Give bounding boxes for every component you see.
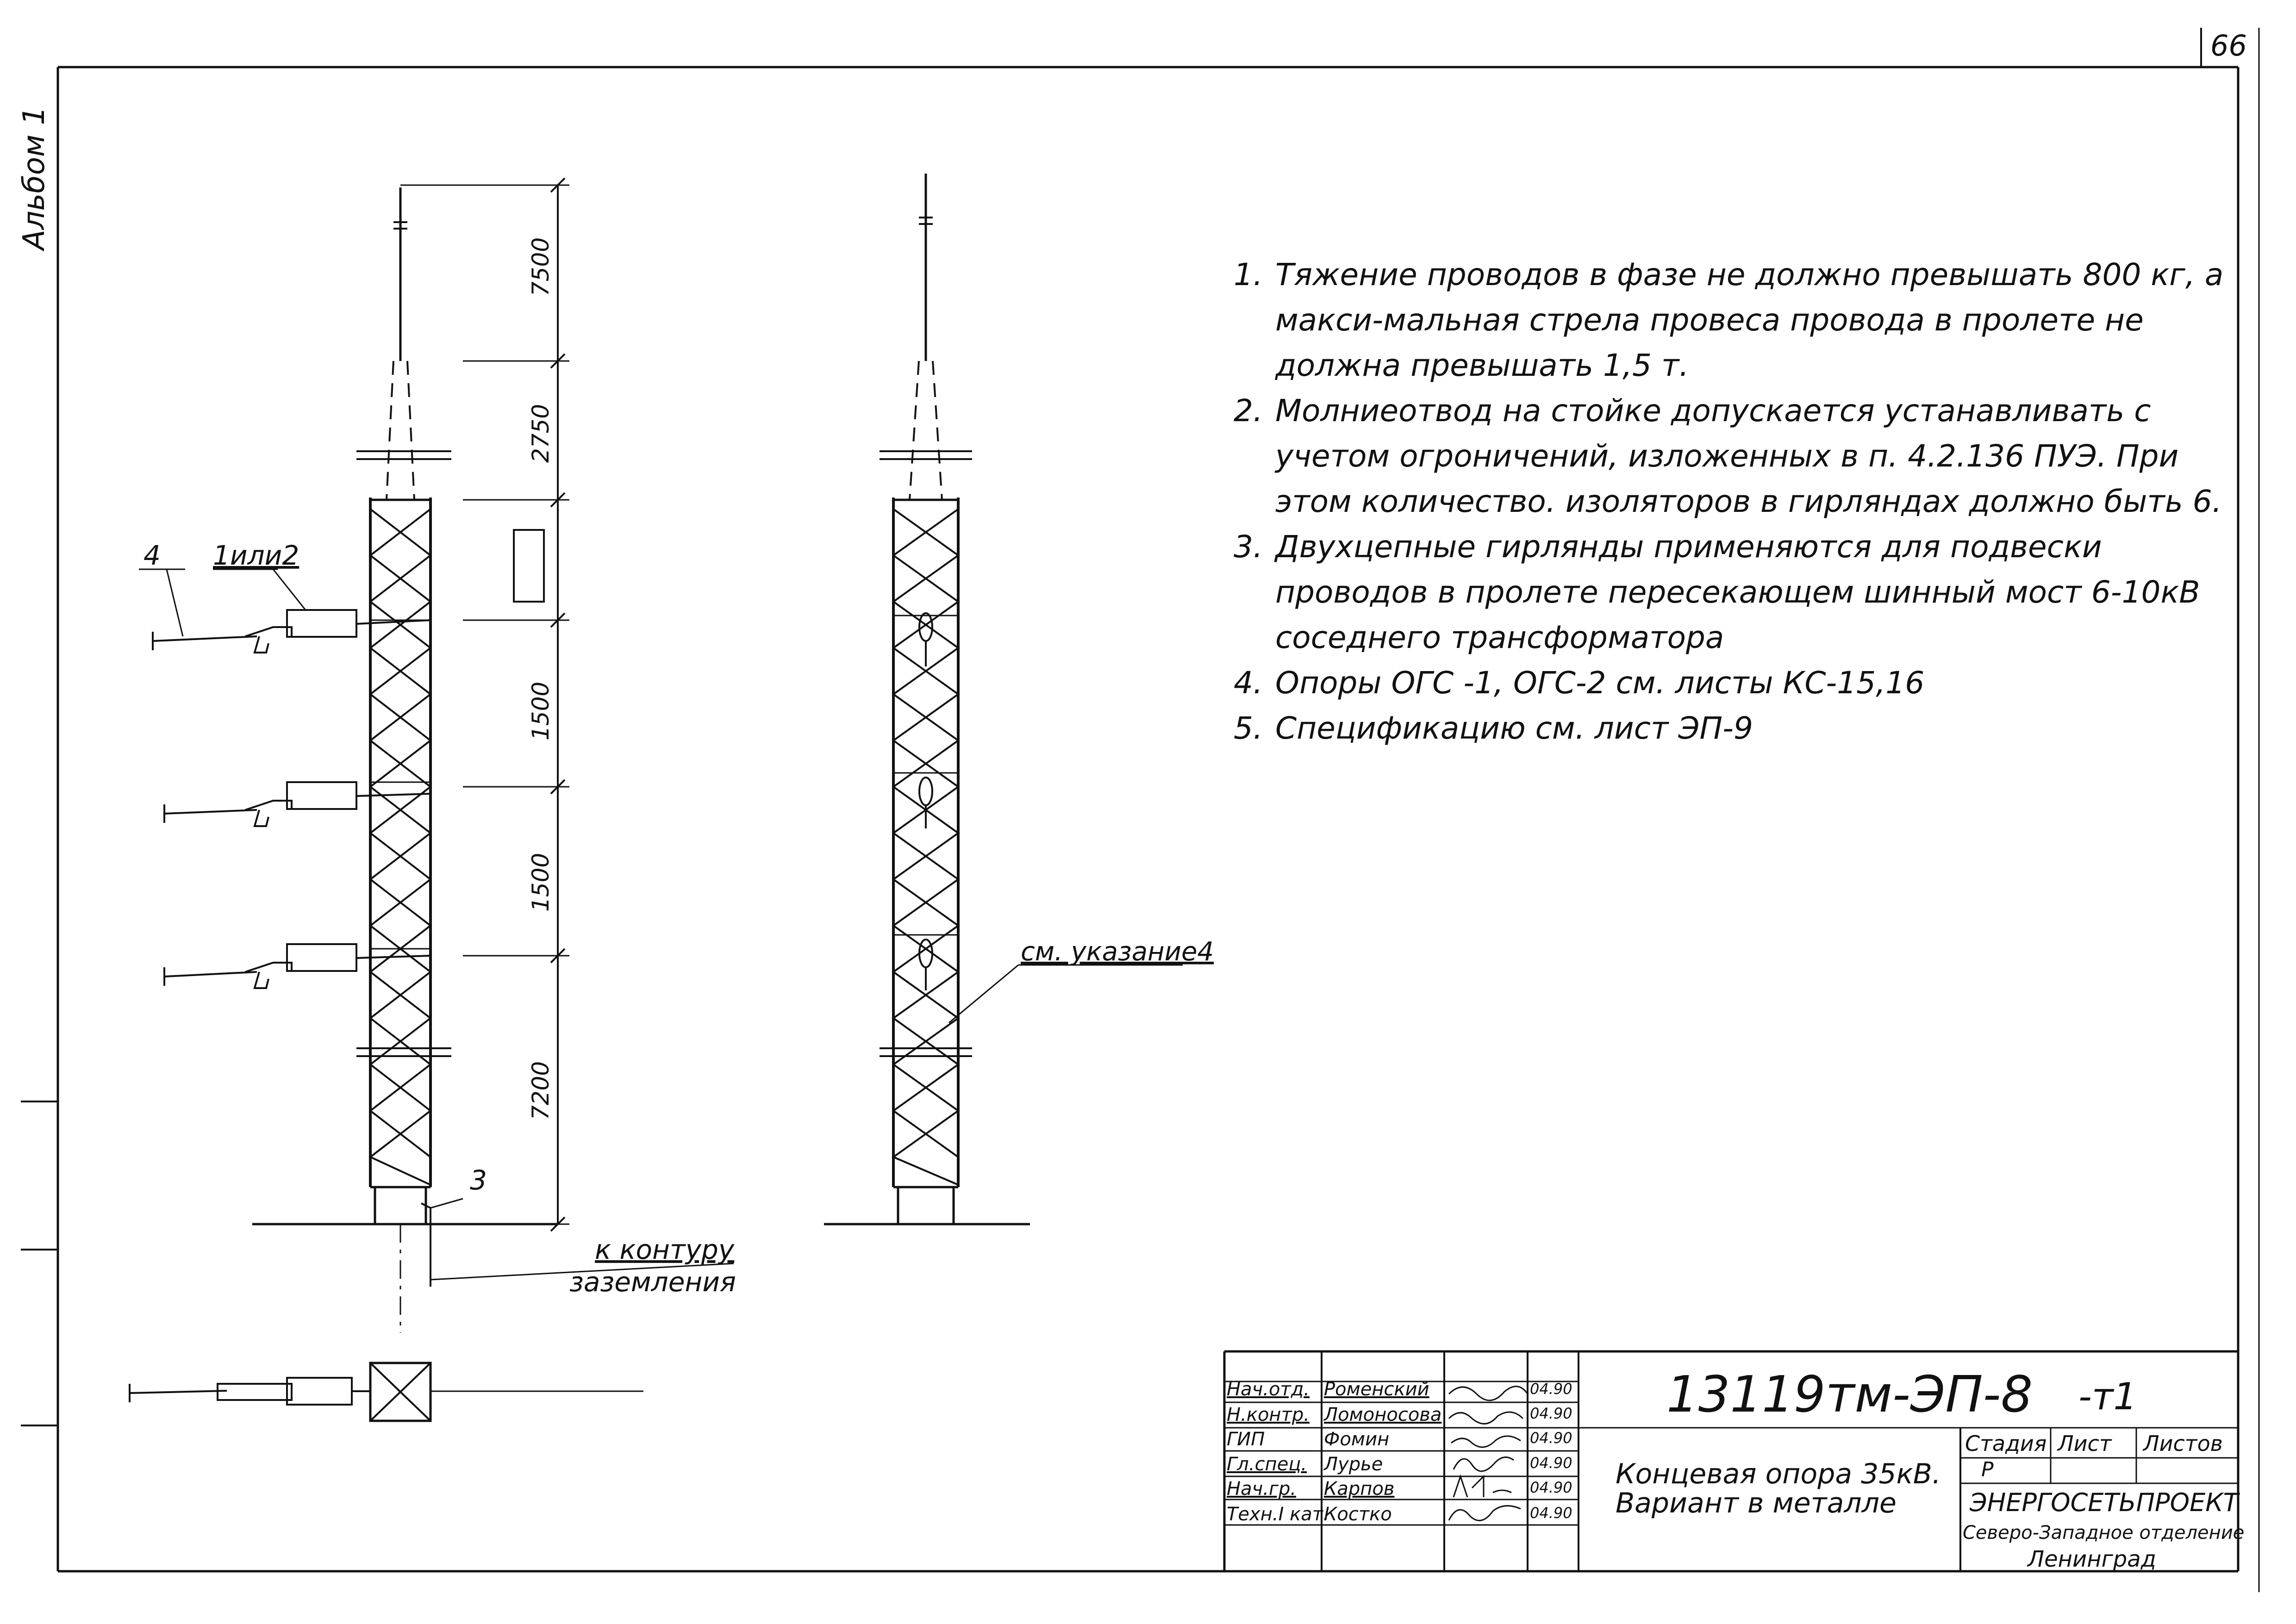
callout-item-1-or-2: 1или2 xyxy=(213,540,299,571)
sheets-header: Листов xyxy=(2143,1431,2223,1456)
signature-row xyxy=(1227,1476,1572,1500)
note-item xyxy=(1234,660,2243,706)
signature-row xyxy=(1227,1504,1572,1525)
signature-name: Костко xyxy=(1324,1504,1392,1525)
general-notes xyxy=(1234,252,2243,751)
stage-header: Стадия xyxy=(1965,1431,2047,1456)
note-item xyxy=(1234,388,2243,524)
note-item xyxy=(1234,706,2243,751)
signature-row xyxy=(1227,1429,1572,1450)
callout-item-3: 3 xyxy=(470,1164,487,1196)
note-item xyxy=(1234,524,2243,660)
signature-role: Нач.гр. xyxy=(1227,1478,1297,1500)
signature-row xyxy=(1227,1404,1572,1425)
insulator-string-middle xyxy=(164,782,430,826)
signature-date: 04.90 xyxy=(1530,1380,1572,1398)
signature-role: Гл.спец. xyxy=(1227,1454,1307,1475)
signature-date: 04.90 xyxy=(1530,1454,1572,1472)
dimension-1500-upper: 1500 xyxy=(527,681,554,740)
document-code: 13119тм-ЭП-8 xyxy=(1666,1366,2033,1424)
signature-date: 04.90 xyxy=(1530,1405,1572,1422)
note-number: 1. xyxy=(1234,257,1263,292)
note-item xyxy=(1234,252,2243,388)
stage-value: Р xyxy=(1981,1458,1994,1481)
drawing-title-line-1: Концевая опора 35кВ. xyxy=(1616,1458,1941,1490)
tower-plan-view xyxy=(130,1363,643,1421)
tower-side-view xyxy=(824,174,1183,1224)
signature-date: 04.90 xyxy=(1530,1429,1572,1447)
ground-connection-label-2: заземления xyxy=(569,1266,736,1298)
signature-role: Нач.отд. xyxy=(1227,1379,1310,1400)
signature-name: Ломоносова xyxy=(1324,1404,1442,1425)
drawing-title-line-2: Вариант в металле xyxy=(1616,1487,1897,1519)
insulator-string-lower xyxy=(164,944,430,988)
document-code-suffix: -т1 xyxy=(2078,1375,2137,1418)
album-label: Альбом 1 xyxy=(17,106,51,250)
signature-role: ГИП xyxy=(1227,1429,1265,1450)
signature-role: Н.контр. xyxy=(1227,1404,1310,1425)
dimension-1500-lower: 1500 xyxy=(527,852,554,912)
signature-date: 04.90 xyxy=(1530,1479,1572,1496)
see-note-callout: см. указание4 xyxy=(1021,937,1214,967)
note-text: Опоры ОГС -1, ОГС-2 см. листы КС-15,16 xyxy=(1275,665,1925,701)
sheet-header: Лист xyxy=(2058,1431,2112,1456)
note-number: 4. xyxy=(1234,665,1263,701)
note-number: 2. xyxy=(1234,393,1263,429)
organization-city: Ленинград xyxy=(2028,1546,2156,1572)
signature-name: Фомин xyxy=(1324,1429,1390,1450)
note-text: Спецификацию см. лист ЭП-9 xyxy=(1275,710,1753,746)
note-text: Тяжение проводов в фазе не должно превышать 800 кг, а макси-мальная стрела провеса провода в пролете не должна превышать 1,5 т. xyxy=(1275,257,2224,383)
note-text: Двухцепные гирлянды применяются для подвески проводов в пролете пересекающем шинный мост 6-10кВ соседнего трансформатора xyxy=(1275,529,2200,655)
note-number: 3. xyxy=(1234,529,1263,565)
tower-front-view xyxy=(252,187,734,1333)
note-text: Молниеотвод на стойке допускается устанавливать с учетом огроничений, изложенных в п. 4.2.136 ПУЭ. При этом количество. изоляторов в гирляндах должно быть 6. xyxy=(1275,393,2222,519)
signature-name: Карпов xyxy=(1324,1478,1395,1500)
note-number: 5. xyxy=(1234,710,1263,746)
signature-row xyxy=(1227,1454,1572,1475)
dimension-2750: 2750 xyxy=(527,404,554,463)
dimension-7500: 7500 xyxy=(527,237,554,296)
ground-connection-label-1: к контуру xyxy=(595,1234,735,1265)
organization-division: Северо-Западное отделение xyxy=(1963,1522,2245,1543)
signature-name: Лурье xyxy=(1324,1454,1383,1475)
organization-name: ЭНЕРГОСЕТЬПРОЕКТ xyxy=(1970,1488,2239,1517)
dimension-7200: 7200 xyxy=(527,1061,554,1120)
signature-role: Техн.I кат. xyxy=(1227,1504,1329,1525)
sheet-number: 66 xyxy=(2210,29,2247,62)
signature-name: Роменский xyxy=(1324,1379,1429,1400)
insulator-string-upper xyxy=(139,569,430,653)
signature-date: 04.90 xyxy=(1530,1504,1572,1522)
callout-item-4: 4 xyxy=(144,540,161,571)
